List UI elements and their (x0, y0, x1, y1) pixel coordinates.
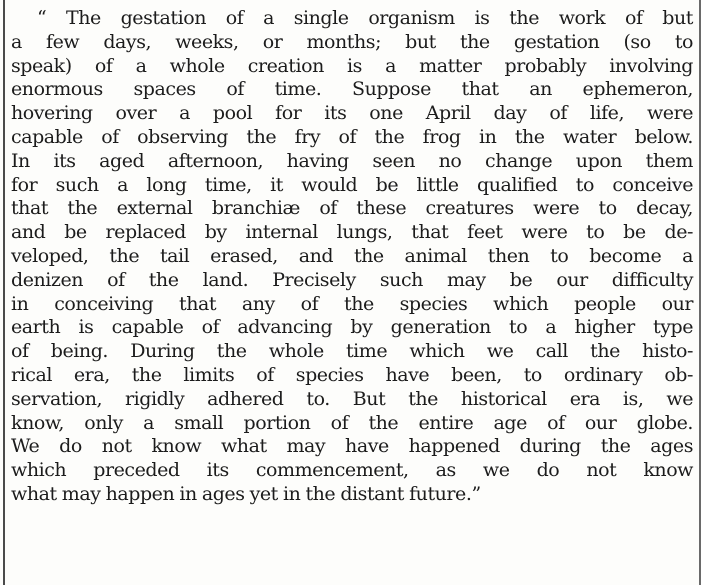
passage-line: in conceiving that any of the species which people our (11, 292, 693, 315)
passage-line: hovering over a pool for its one April day of life, were (11, 102, 693, 125)
passage-line: that the external branchiæ of these creatures were to decay, (11, 197, 693, 220)
column-rule-left (3, 0, 5, 585)
passage-line: In its aged afternoon, having seen no change upon them (11, 149, 693, 172)
passage-line: rical era, the limits of species have been, to ordinary ob- (11, 363, 693, 386)
passage-line: enormous spaces of time. Suppose that an ephemeron, (11, 78, 693, 101)
passage-line: know, only a small portion of the entire age of our globe. (11, 411, 693, 434)
passage-line: We do not know what may have happened during the ages (11, 435, 693, 458)
passage-line: speak) of a whole creation is a matter probably involving (11, 54, 693, 77)
passage-line: veloped, the tail erased, and the animal then to become a (11, 244, 693, 267)
passage-line: of being. During the whole time which we call the histo- (11, 340, 693, 363)
passage-line: what may happen in ages yet in the distant future.” (11, 482, 481, 505)
passage-line: for such a long time, it would be little qualified to conceive (11, 173, 693, 196)
passage-line: denizen of the land. Precisely such may be our difficulty (11, 268, 693, 291)
passage-line: and be replaced by internal lungs, that feet were to be de- (11, 221, 693, 244)
quoted-passage (11, 7, 693, 507)
passage-line: a few days, weeks, or months; but the gestation (so to (11, 30, 693, 53)
passage-line: “ The gestation of a single organism is the work of but (37, 7, 693, 29)
passage-line: capable of observing the fry of the frog in the water below. (11, 125, 693, 148)
passage-line: which preceded its commencement, as we do not know (11, 459, 693, 482)
passage-line: earth is capable of advancing by generation to a higher type (11, 316, 693, 339)
passage-line: servation, rigidly adhered to. But the historical era is, we (11, 387, 693, 410)
